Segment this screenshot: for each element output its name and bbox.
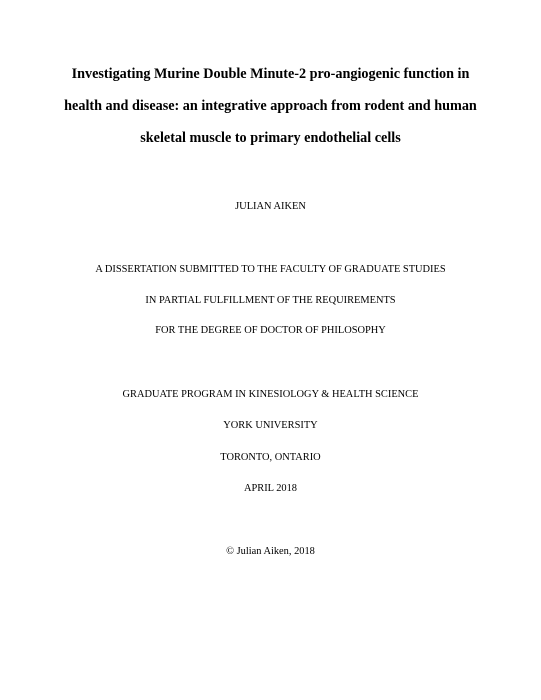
city-province: TORONTO, ONTARIO — [220, 452, 321, 463]
submission-statement-line-2: IN PARTIAL FULFILLMENT OF THE REQUIREMENTS — [145, 295, 396, 306]
submission-date: APRIL 2018 — [243, 483, 297, 494]
thesis-title-line-3: skeletal muscle to primary endothelial cells — [140, 130, 401, 146]
copyright-notice: © Julian Aiken, 2018 — [226, 546, 315, 557]
submission-statement-line-1: A DISSERTATION SUBMITTED TO THE FACULTY OF GRADUATE STUDIES — [95, 264, 446, 275]
university-name: YORK UNIVERSITY — [223, 420, 318, 431]
thesis-title-line-2: health and disease: an integrative approach from rodent and human — [64, 98, 477, 114]
author-name: JULIAN AIKEN — [235, 201, 306, 212]
thesis-title-line-1: Investigating Murine Double Minute-2 pro-angiogenic function in — [71, 66, 470, 82]
submission-statement-line-3: FOR THE DEGREE OF DOCTOR OF PHILOSOPHY — [155, 325, 386, 336]
graduate-program: GRADUATE PROGRAM IN KINESIOLOGY & HEALTH SCIENCE — [122, 389, 419, 400]
